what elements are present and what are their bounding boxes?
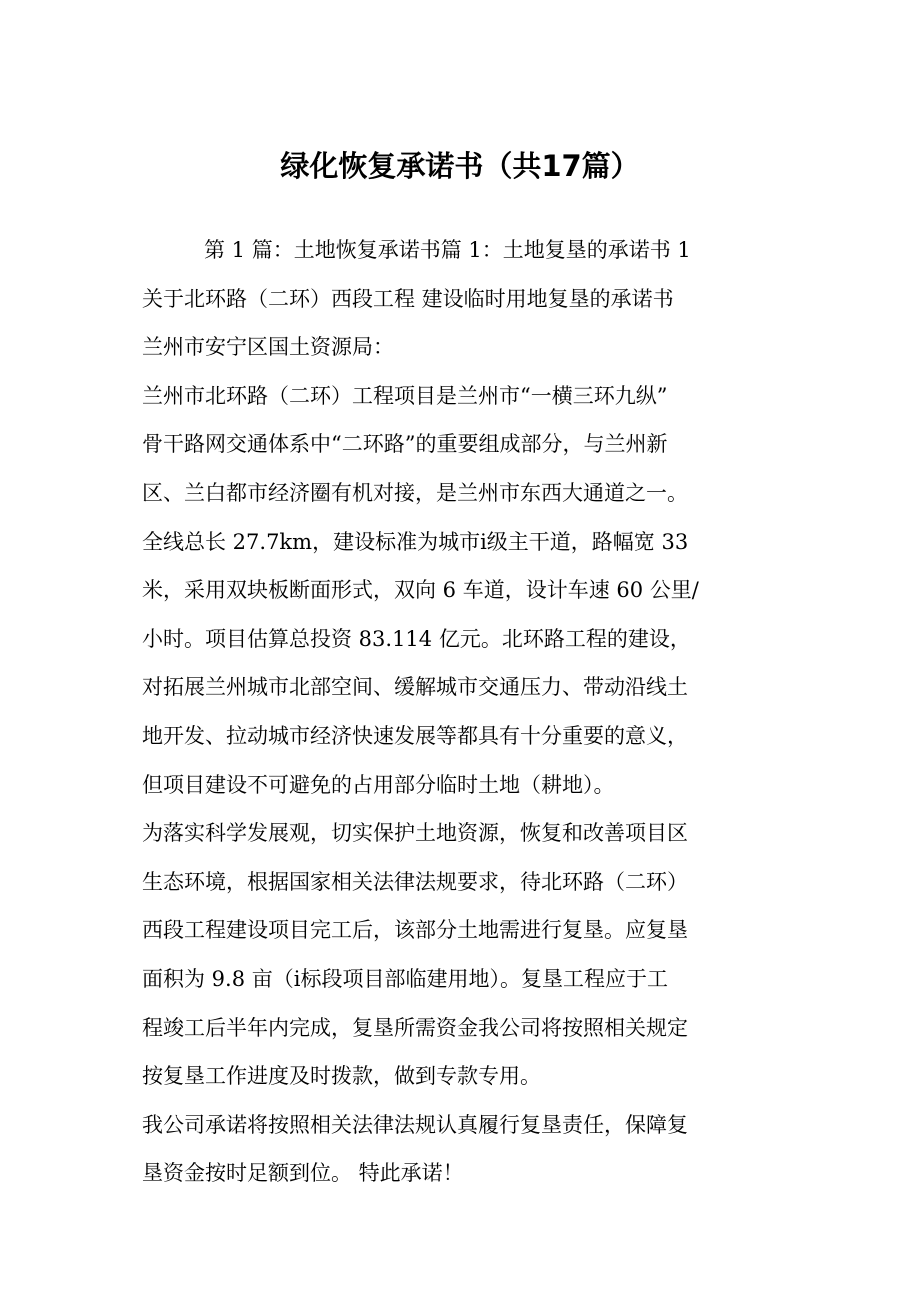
- paragraph-line: 地开发、拉动城市经济快速发展等都具有十分重要的意义，: [142, 723, 688, 748]
- paragraph-line: 区、兰白都市经济圈有机对接，是兰州市东西大通道之一。: [142, 480, 688, 505]
- paragraph-line: 米，采用双块板断面形式，双向 6 车道，设计车速 60 公里/: [142, 578, 699, 603]
- paragraph-line: 西段工程建设项目完工后，该部分土地需进行复垦。应复垦: [142, 918, 688, 943]
- paragraph-line: 全线总长 27.7km，建设标准为城市ⅰ级主干道，路幅宽 33: [142, 529, 689, 554]
- paragraph-line: 面积为 9.8 亩（ⅰ标段项目部临建用地）。复垦工程应于工: [142, 966, 668, 991]
- paragraph-line: 兰州市安宁区国土资源局：: [142, 335, 394, 360]
- paragraph-line: 程竣工后半年内完成，复垦所需资金我公司将按照相关规定: [142, 1015, 688, 1040]
- paragraph-line: 生态环境，根据国家相关法律法规要求，待北环路（二环）: [142, 869, 688, 894]
- paragraph-line: 兰州市北环路（二环）工程项目是兰州市“一横三环九纵”: [142, 383, 668, 408]
- document-title: 绿化恢复承诺书（共17篇）: [280, 149, 640, 183]
- document-body: [142, 226, 802, 1198]
- paragraph-line: 按复垦工作进度及时拨款，做到专款专用。: [142, 1064, 541, 1089]
- paragraph-line: 小时。项目估算总投资 83.114 亿元。北环路工程的建设，: [142, 626, 691, 651]
- paragraph-line: 骨干路网交通体系中“二环路”的重要组成部分，与兰州新: [142, 432, 668, 457]
- paragraph-line: 为落实科学发展观，切实保护土地资源，恢复和改善项目区: [142, 821, 688, 846]
- paragraph-line: 我公司承诺将按照相关法律法规认真履行复垦责任，保障复: [142, 1112, 688, 1137]
- paragraph-line: 但项目建设不可避免的占用部分临时土地（耕地）。: [142, 772, 615, 797]
- paragraph-line: 垦资金按时足额到位。 特此承诺！: [142, 1161, 464, 1186]
- paragraph-line: 对拓展兰州城市北部空间、缓解城市交通压力、带动沿线土: [142, 675, 688, 700]
- paragraph-line: 第 1 篇：土地恢复承诺书篇 1：土地复垦的承诺书 1: [204, 238, 691, 262]
- paragraph-line: 关于北环路（二环）西段工程 建设临时用地复垦的承诺书: [142, 286, 674, 311]
